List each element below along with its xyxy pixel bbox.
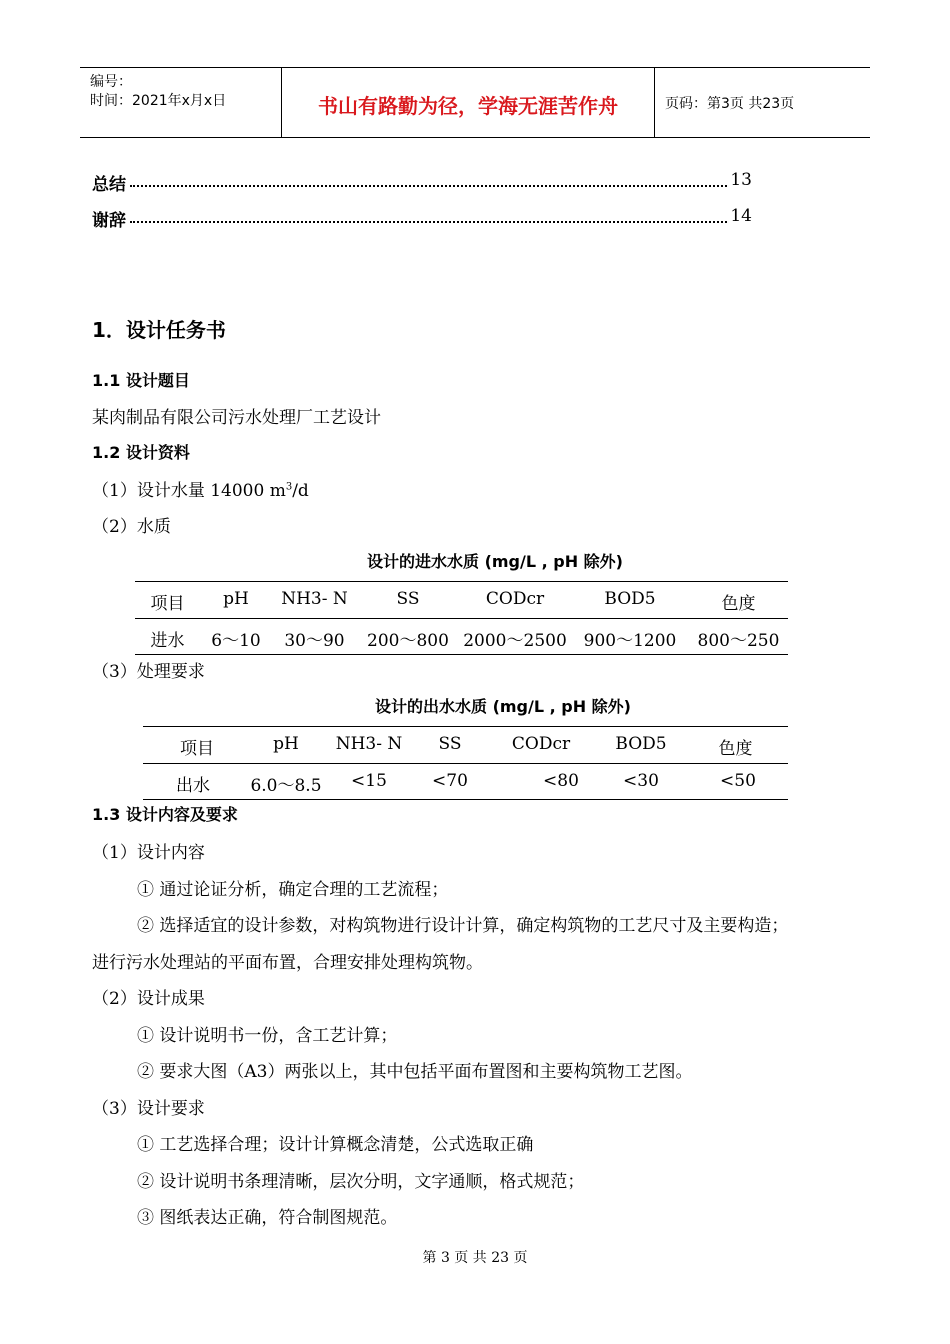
- page-footer: 第 3 页 共 23 页: [422, 1250, 528, 1266]
- table-header-cell: CODcr: [485, 589, 545, 609]
- toc-entry-summary[interactable]: [92, 170, 752, 195]
- table-header-cell: 色度: [718, 739, 753, 759]
- table-header-cell: 项目: [150, 594, 185, 614]
- design-results-item-2: ② 要求大图（A3）两张以上，其中包括平面布置图和主要构筑物工艺图。: [137, 1062, 693, 1082]
- table-cell: <30: [623, 771, 659, 791]
- table-row: [143, 763, 788, 799]
- table-header-cell: CODcr: [511, 734, 571, 754]
- table-cell: <80: [543, 771, 579, 791]
- table-cell: 进水: [150, 631, 185, 651]
- table-cell: <15: [351, 771, 387, 791]
- table-header-cell: BOD5: [604, 589, 656, 609]
- design-content-item-2-continued: 进行污水处理站的平面布置，合理安排处理构筑物。: [92, 953, 483, 973]
- header-center-cell: [282, 68, 655, 137]
- design-requirements-item-3: ③ 图纸表达正确，符合制图规范。: [137, 1208, 398, 1228]
- toc-leader-dots: [130, 221, 730, 223]
- influent-quality-table: [135, 581, 788, 655]
- table-header-row: [143, 727, 788, 762]
- table-header-cell: NH3- N: [281, 589, 348, 609]
- table-cell: 出水: [176, 776, 210, 796]
- table-cell: 6.0～8.5: [250, 776, 322, 796]
- design-topic-text: 某肉制品有限公司污水处理厂工艺设计: [92, 408, 381, 428]
- design-content-item-1: ① 通过论证分析，确定合理的工艺流程；: [137, 880, 449, 900]
- page-header: [80, 67, 870, 138]
- header-page-label: 页码：第3页 共23页: [665, 96, 795, 112]
- design-content-item-2: ② 选择适宜的设计参数，对构筑物进行设计计算，确定构筑物的工艺尺寸及主要构造；: [137, 916, 789, 936]
- header-right-cell: [655, 68, 870, 137]
- table-cell: 200～800: [367, 631, 449, 651]
- table-header-cell: pH: [273, 734, 299, 754]
- subsection-heading-1-3: 1.3 设计内容及要求: [92, 805, 238, 824]
- toc-entry-title: 总结: [92, 170, 128, 195]
- document-number-label: 编号：: [90, 74, 132, 90]
- document-time-label: 时间：2021年x月x日: [90, 93, 227, 109]
- table-cell: 2000～2500: [463, 631, 567, 651]
- design-requirements-title: （3）设计要求: [92, 1099, 205, 1119]
- design-results-item-1: ① 设计说明书一份，含工艺计算；: [137, 1026, 398, 1046]
- table-header-cell: NH3- N: [335, 734, 403, 754]
- design-flow-item: [92, 476, 309, 501]
- table-header-cell: BOD5: [615, 734, 667, 754]
- influent-table-caption: 设计的进水水质 (mg/L , pH 除外): [367, 552, 623, 571]
- table-header-cell: SS: [438, 734, 462, 754]
- table-cell: <70: [432, 771, 468, 791]
- header-left-cell: [80, 68, 282, 137]
- table-header-cell: 项目: [180, 739, 214, 759]
- treatment-requirements-item: （3）处理要求: [92, 662, 205, 682]
- table-cell: 800～250: [697, 631, 780, 651]
- table-cell: 30～90: [284, 631, 345, 651]
- table-header-cell: SS: [396, 589, 420, 609]
- table-header-cell: pH: [223, 589, 249, 609]
- table-header-row: [135, 582, 788, 617]
- subsection-heading-1-1: 1.1 设计题目: [92, 371, 190, 390]
- subsection-heading-1-2: 1.2 设计资料: [92, 443, 190, 462]
- toc-entry-title: 谢辞: [92, 206, 128, 231]
- table-cell: 6～10: [211, 631, 261, 651]
- toc-entry-page: 13: [730, 170, 752, 190]
- effluent-table-caption: 设计的出水水质 (mg/L , pH 除外): [375, 697, 631, 716]
- design-flow-unit: /d: [292, 481, 309, 501]
- unit-superscript: 3: [285, 481, 293, 493]
- design-content-title: （1）设计内容: [92, 843, 205, 863]
- design-requirements-item-2: ② 设计说明书条理清晰，层次分明，文字通顺，格式规范；: [137, 1172, 585, 1192]
- design-results-title: （2）设计成果: [92, 989, 205, 1009]
- section-heading-1: 1．设计任务书: [92, 318, 226, 342]
- design-flow-text: （1）设计水量 14000 m: [92, 481, 286, 501]
- table-row: [135, 618, 788, 654]
- toc-entry-page: 14: [730, 206, 752, 226]
- water-quality-item: （2）水质: [92, 517, 171, 537]
- header-motto: 书山有路勤为径，学海无涯苦作舟: [318, 94, 618, 118]
- effluent-quality-table: [143, 726, 788, 800]
- table-cell: <50: [720, 771, 756, 791]
- design-requirements-item-1: ① 工艺选择合理；设计计算概念清楚，公式选取正确: [137, 1135, 534, 1155]
- table-cell: 900～1200: [583, 631, 677, 651]
- table-header-cell: 色度: [721, 594, 756, 614]
- toc-entry-acknowledgement[interactable]: [92, 206, 752, 231]
- toc-leader-dots: [130, 185, 730, 187]
